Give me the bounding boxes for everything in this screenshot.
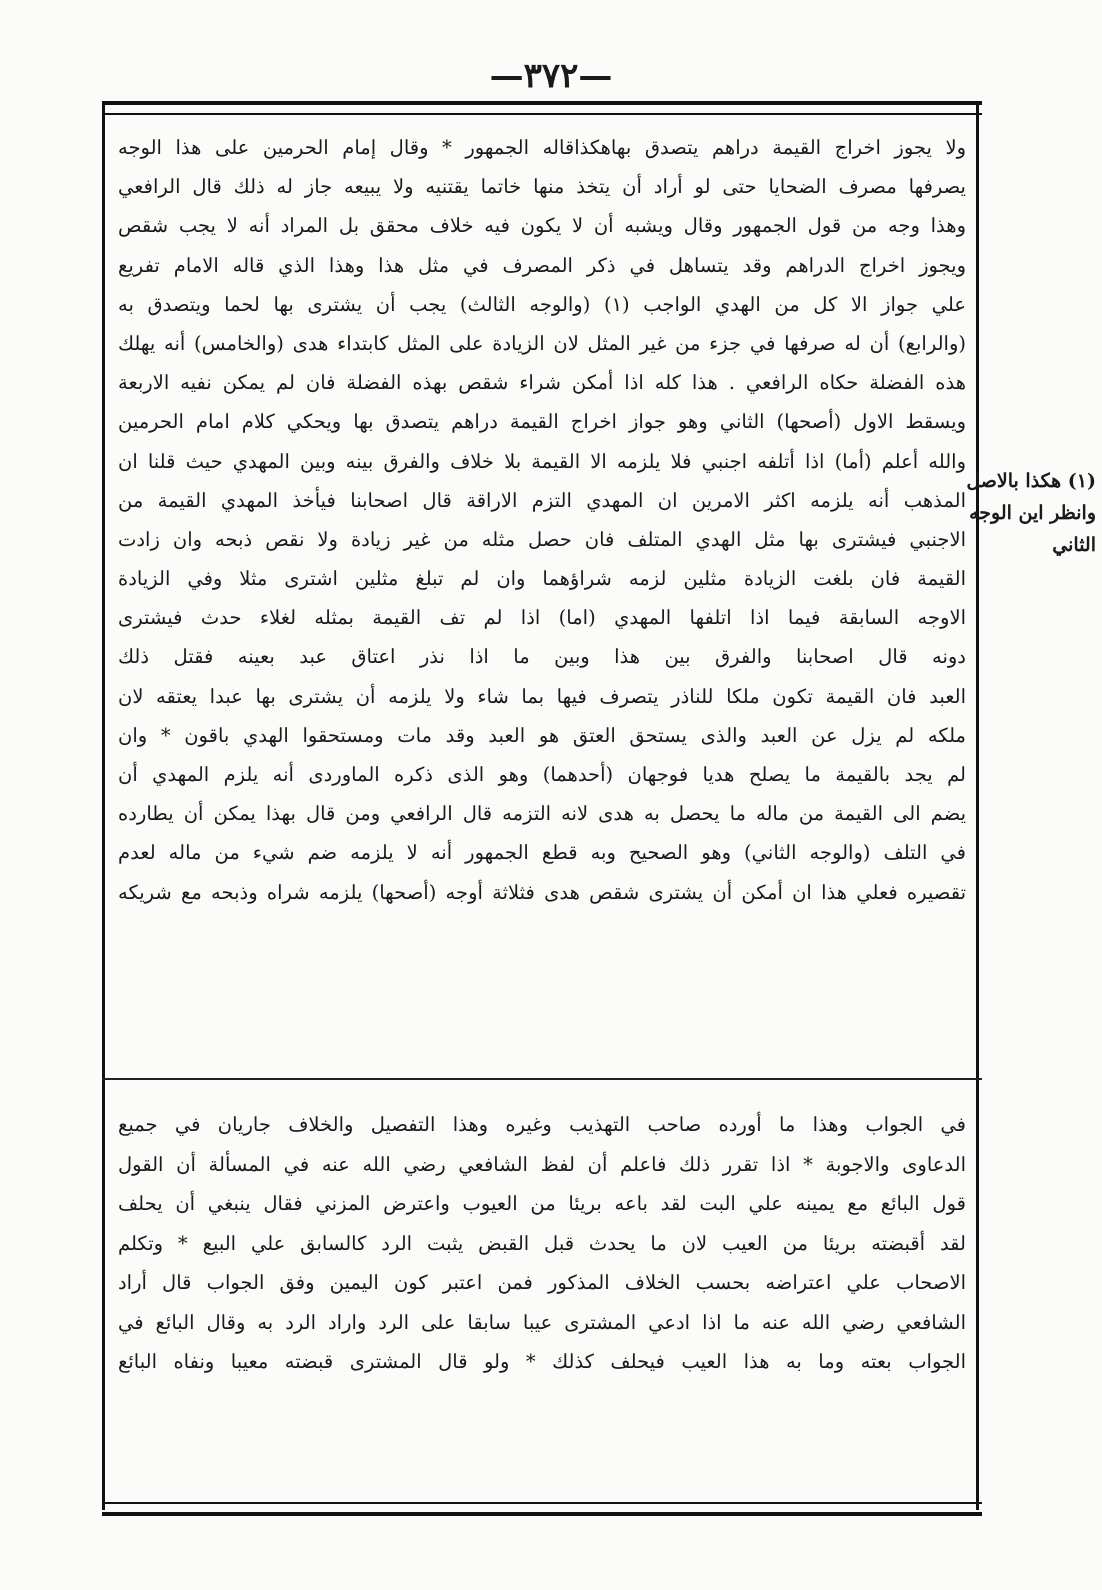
main-line: العبد فان القيمة تكون ملكا للناذر يتصرف فيها بما شاء ولا يلزمه أن يشترى بها عبدا يعتقه لان [118, 684, 966, 708]
main-line: يصرفها مصرف الضحايا حتى لو أراد أن يتخذ منها خاتما يقتنيه ولا يبيعه جاز له ذلك قال الرافعي [118, 175, 966, 199]
main-line: علي جواز الا كل من الهدي الواجب (١) (والوجه الثالث) يجب أن يشترى بها لحما ويتصدق به [118, 292, 966, 316]
main-line: وهذا وجه من قول الجمهور وقال ويشبه أن لا يكون فيه خلاف محقق بل المراد أنه لا يجب شقص [118, 214, 966, 238]
lower-line: في الجواب وهذا ما أورده صاحب التهذيب وغيره وهذا التفصيل والخلاف جاريان في جميع [118, 1113, 966, 1136]
main-line: في التلف (والوجه الثاني) وهو الصحيح وبه قطع الجمهور أنه لا يلزمه ضم شيء من ماله لعدم [118, 841, 966, 865]
main-line: ملكه لم يزل عن العبد والذى يستحق العتق هو العبد وقد مات ومستحقوا الهدي باقون * وان [118, 723, 966, 747]
lower-line: الجواب بعته وما به هذا العيب فيحلف كذلك * ولو قال المشترى قبضته معيبا ونفاه البائع [118, 1350, 966, 1373]
lower-line: قول البائع مع يمينه علي البت لقد باعه بريئا من العيوب واعترض المزني فقال ينبغي أن يحلف [118, 1192, 966, 1215]
margin-note-line: (١) هكذا بالاصل [966, 470, 1096, 492]
main-line: الاجنبي فيشترى بها مثل الهدي المتلف فان حصل مثله من غير زيادة ولا نقص ذبحه وان زادت [118, 527, 966, 551]
main-line: والله أعلم (أما) اذا أتلفه اجنبي فلا يلزمه الا القيمة بلا خلاف والفرق بينه وبين المهدي حيث قلنا ان [118, 449, 966, 473]
main-line: دونه قال اصحابنا والفرق بين هذا وبين ما اذا نذر اعتاق عبد بعينه فقتل ذلك [118, 645, 966, 669]
bottom-double-rule [102, 1502, 982, 1516]
margin-note-line: وانظر اين الوجه [969, 502, 1096, 524]
main-line: المذهب أنه يلزمه اكثر الامرين ان المهدي التزم الاراقة قال اصحابنا فيأخذ المهدي القيمة من [118, 488, 966, 512]
main-text-block [118, 128, 966, 912]
left-frame-line [102, 101, 105, 1510]
main-line: يضم الى القيمة من ماله ما يحصل به هدى لانه التزمه قال الرافعي ومن قال بهذا يمكن أن يطارده [118, 802, 966, 826]
main-line: (والرابع) أن له صرفها في جزء من غير المثل لان الزيادة على المثل كابتداء هدى (والخامس) أنه يهلك [118, 331, 966, 355]
section-separator [102, 1078, 982, 1080]
margin-note-line: الثاني [1052, 534, 1096, 556]
main-line: تقصيره فعلي هذا ان أمكن أن يشترى شقص هدى فثلاثة أوجه (أصحها) يلزمه شراه وذبحه مع شريكه [118, 880, 966, 904]
main-line: لم يجد بالقيمة ما يصلح هديا فوجهان (أحدهما) وهو الذى ذكره الماوردى أنه يلزم المهدي أن [118, 763, 966, 786]
lower-line: لقد أقبضته بريئا من العيب لان ما يحدث قبل القبض يثبت الرد كالسابق علي البيع * وتكلم [118, 1231, 966, 1255]
main-line: الاوجه السابقة فيما اذا اتلفها المهدي (اما) اذا لم تف القيمة بمثله لغلاء حدث فيشترى [118, 606, 966, 630]
page-number: —٣٧٢— [489, 56, 613, 96]
top-double-rule [102, 101, 982, 115]
lower-line: الدعاوى والاجوبة * اذا تقرر ذلك فاعلم أن لفظ الشافعي رضي الله عنه في المسألة أن القول [118, 1152, 966, 1176]
main-line: القيمة فان بلغت الزيادة مثلين لزمه شراؤهما وان لم تبلغ مثلين اشترى مثلا وفي الزيادة [118, 567, 966, 591]
right-frame-line [976, 101, 979, 1510]
lower-line: الشافعي رضي الله عنه ما اذا ادعي المشترى عيبا سابقا على الرد واراد الرد به وقال البائع في [118, 1310, 966, 1334]
lower-text-block [118, 1105, 966, 1382]
main-line: ويسقط الاول (أصحها) الثاني وهو جواز اخراج القيمة دراهم يتصدق بها ويحكي كلام امام الحرمين [118, 410, 966, 434]
main-line: هذه الفضلة حكاه الرافعي . هذا كله اذا أمكن شراء شقص بهذه الفضلة فان لم يمكن نفيه الاربعة [118, 371, 966, 395]
lower-line: الاصحاب علي اعتراضه بحسب الخلاف المذكور فمن اعتبر كون اليمين وفق الجواب قال أراد [118, 1271, 966, 1294]
margin-note [966, 465, 1096, 561]
main-line: ولا يجوز اخراج القيمة دراهم يتصدق بهاهكذاقاله الجمهور * وقال إمام الحرمين على هذا الوجه [118, 136, 966, 159]
main-line: ويجوز اخراج الدراهم وقد يتساهل في ذكر المصرف في مثل هذا وهذا الذي قاله الامام تفريع [118, 253, 966, 277]
